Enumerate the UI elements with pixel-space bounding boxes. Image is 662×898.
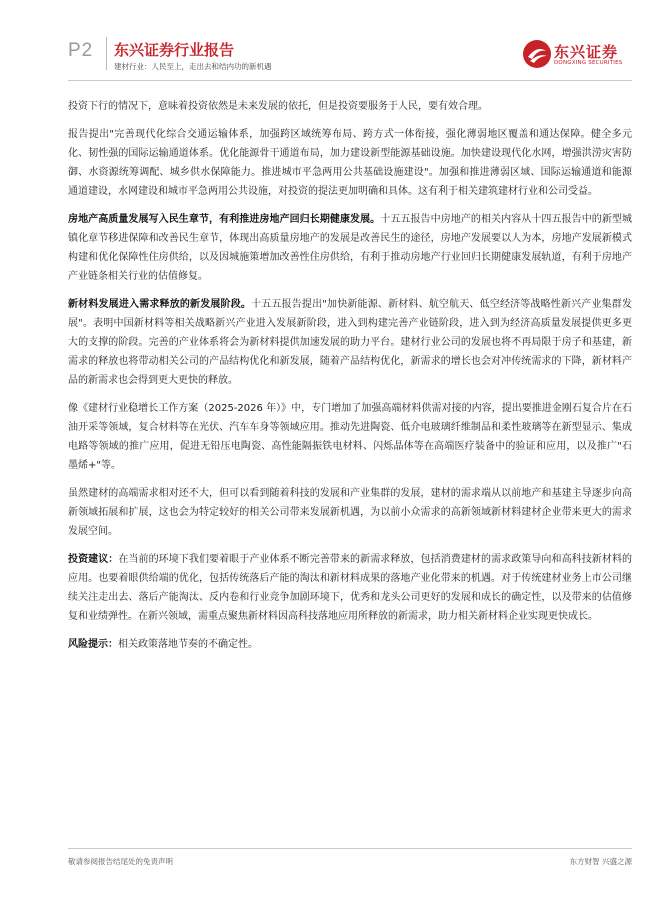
company-logo <box>522 39 632 71</box>
paragraph-4 <box>68 295 632 390</box>
paragraph-1-text: 投资下行的情况下，意味着投资依然是未来发展的依托，但是投资要服务于人民，要有效合理。 <box>68 101 488 112</box>
logo-text: 东兴证券 <box>554 43 619 61</box>
footer-disclaimer: 敬请参阅报告结尾处的免责声明 <box>68 857 173 866</box>
paragraph-1 <box>68 97 632 116</box>
investment-advice-text: 在当前的环境下我们要着眼于产业体系不断完善带来的新需求释放，包括消费建材的需求政策导向和高科技新材料的应用。也要着眼供给端的优化，包括传统落后产能的淘汰和新材料成果的落地产业化带来的机遇。对于传统建材业务上市公司继续关注走出去、落后产能淘汰、反内卷和行业竞争加剧环境下，优秀和龙头公司更好的发展和成长的确定性，以及带来的估值修复和业绩弹性。在新兴领域，需重点聚焦新材料因高科技落地应用所释放的新需求，助力相关新材料企业实现更快成长。 <box>68 554 633 622</box>
paragraph-3-heading: 房地产高质量发展写入民生章节，有利推进房地产回归长期健康发展。 <box>68 214 381 225</box>
paragraph-3 <box>68 210 632 286</box>
paragraph-2-text: 报告提出"完善现代化综合交通运输体系，加强跨区域统筹布局、跨方式一体衔接，强化薄弱地区覆盖和通达保障。健全多元化、韧性强的国际运输通道体系。优化能源骨干通道布局，加力建设新型能源基础设施。加快建设现代化水网，增强洪涝灾害防御、水资源统筹调配、城乡供水保障能力。推进城市平急两用公共基础设施建设"。加强和推进薄弱区域、国际运输通道和能源通道建设，水网建设和城市平急两用公共设施，对投资的提法更加明确和具体。这有利于相关建筑建材行业和公司受益。 <box>68 129 632 197</box>
investment-advice <box>68 550 632 626</box>
page-number: P2 <box>68 40 94 61</box>
paragraph-5-text: 像《建材行业稳增长工作方案（2025-2026 年）》中，专门增加了加强高端材料供需对接的内容，提出要推进金刚石复合片在石油开采等领域，复合材料等在光伏、汽车车身等领域应用。推动先进陶瓷、低介电玻璃纤维制品和柔性玻璃等在新型显示、集成电路等领域的推广应用，促进无铅压电陶瓷、高性能隔振铁电材料、闪烁晶体等在高端医疗装备中的验证和应用，以及推广"石墨烯+"等。 <box>68 403 632 471</box>
report-title: 东兴证券行业报告 <box>114 41 235 59</box>
report-subtitle: 建材行业：人民至上，走出去和结内功的新机遇 <box>114 62 272 71</box>
risk-warning-heading: 风险提示： <box>68 639 118 650</box>
footer-rule <box>68 848 632 849</box>
paragraph-3-text: 十五五报告中房地产的相关内容从十四五报告中的新型城镇化章节移进保障和改善民生章节，体现出高质量房地产的发展是改善民生的途径，房地产发展要以人为本，房地产发展新模式构建和优化保障性住房供给，以及因城施策增加改善性住房供给，有利于推动房地产行业回归长期健康发展轨道，有利于房地产产业链条相关行业的估值修复。 <box>68 214 633 282</box>
paragraph-4-text: 十五五报告提出"加快新能源、新材料、航空航天、低空经济等战略性新兴产业集群发展"。表明中国新材料等相关战略新兴产业进入发展新阶段，进入到构建完善产业链阶段，进入到为经济高质量发展提供更多更大的支撑的阶段。完善的产业体系将会为新材料提供加速发展的助力平台。建材行业公司的发展也将不再局限于房子和基建，新需求的释放也将带动相关公司的产品结构优化和新发展，随着产品结构优化，新需求的增长也会对冲传统需求的下降，新材料产品的新需求也会得到更大更快的释放。 <box>68 299 632 386</box>
paragraph-4-heading: 新材料发展进入需求释放的新发展阶段。 <box>68 299 252 310</box>
investment-advice-heading: 投资建议： <box>68 554 119 565</box>
footer-slogan: 东方财智 兴盛之源 <box>569 857 632 866</box>
logo-english-text: DONGXING SECURITIES <box>554 60 623 66</box>
risk-warning <box>68 635 632 654</box>
paragraph-2 <box>68 125 632 201</box>
header-divider <box>106 37 107 70</box>
paragraph-5 <box>68 399 632 475</box>
header-rule <box>68 80 632 81</box>
logo-mark-icon <box>522 39 552 69</box>
page-header <box>0 0 662 80</box>
paragraph-6 <box>68 484 632 541</box>
risk-warning-text: 相关政策落地节奏的不确定性。 <box>118 639 258 650</box>
report-body <box>68 97 632 663</box>
paragraph-6-text: 虽然建材的高端需求相对还不大，但可以看到随着科技的发展和产业集群的发展，建材的需求端从以前地产和基建主导逐步向高新领域拓展和扩展，这也会为特定较好的相关公司带来发展新机遇，为以前小众需求的高新领域新材料建材企业带来更大的需求发展空间。 <box>68 488 632 537</box>
